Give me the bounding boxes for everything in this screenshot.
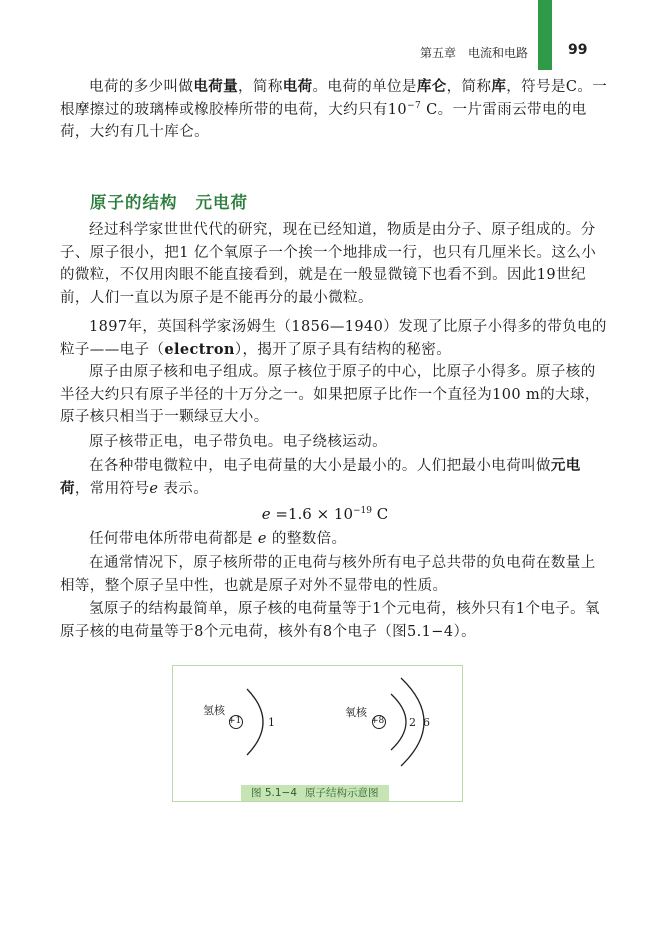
section-title	[90, 189, 248, 213]
text: ，简称	[238, 79, 283, 95]
term-electron: electron	[164, 340, 235, 358]
figure-caption	[241, 785, 389, 801]
text: 在各种带电微粒中，电子电荷量的大小是最小的。人们把最小电荷叫做	[89, 458, 551, 474]
text: ，符号是C。一根摩擦过的玻璃棒或橡胶棒所带的电荷，大约只有10	[60, 79, 608, 118]
oxygen-shell-1	[391, 694, 406, 750]
section-title-part2: 元电荷	[195, 193, 248, 212]
hydrogen-shell-1	[247, 689, 263, 755]
text: ），揭开了原子具有结构的秘密。	[234, 341, 452, 358]
paragraph-nucleus: 原子由原子核和电子组成。原子核位于原子的中心，比原子小得多。原子核的半径大约只有原子半径的十万分之一。如果把原子比作一个直径为100 m的大球，原子核只相当于一颗绿豆大小。	[60, 364, 600, 425]
term-charge: 电荷	[282, 78, 313, 95]
formula-value: =1.6 × 10	[270, 505, 354, 523]
text: ，简称	[446, 79, 492, 95]
text: 1897年，英国科学家汤姆生（1856—1940）发现了比原子小得多的带负电的粒子——电子（	[60, 319, 607, 358]
text: 表示。	[158, 480, 209, 497]
page-header	[420, 43, 620, 63]
oxygen-nucleus-charge: +8	[371, 716, 385, 726]
text: 的整数倍。	[266, 531, 347, 547]
text: ，常用符号	[74, 480, 150, 497]
paragraph-neutral: 在通常情况下，原子核所带的正电荷与核外所有电子总共带的负电荷在数量上相等，整个原子呈中性，也就是原子对外不显带电的性质。	[60, 555, 596, 594]
symbol-e: e	[257, 531, 267, 547]
formula-symbol: e	[261, 505, 271, 523]
paragraph-hydrogen-oxygen: 氢原子的结构最简单，原子核的电荷量等于1个元电荷，核外只有1个电子。氧原子核的电荷量等于8个元电荷，核外有8个电子（图5.1−4）。	[60, 601, 600, 640]
oxygen-shell-1-electrons: 2	[409, 716, 416, 729]
hydrogen-shell-electrons: 1	[268, 716, 275, 729]
paragraph-elementary-charge	[60, 455, 610, 500]
paragraph-integer-multiple	[60, 528, 610, 551]
term-charge-quantity: 电荷量	[193, 78, 239, 95]
oxygen-label: 氧核	[345, 706, 367, 719]
text: 任何带电体所带电荷都是	[89, 531, 258, 547]
formula-exponent: −19	[353, 506, 373, 516]
term-coulomb: 库仑	[416, 78, 447, 95]
formula-elementary-charge	[0, 505, 650, 523]
paragraph-charge-unit	[60, 76, 610, 144]
figure-atomic-structure	[172, 665, 463, 802]
chapter-title: 第五章 电流和电路	[420, 46, 529, 60]
paragraph-thomson	[60, 316, 610, 361]
exponent: −7	[407, 100, 422, 111]
figure-caption-text: 原子结构示意图	[305, 787, 379, 799]
atom-diagram	[173, 666, 462, 801]
term-ku: 库	[491, 78, 507, 95]
symbol-e: e	[149, 480, 159, 497]
figure-number: 图 5.1−4	[251, 787, 298, 799]
paragraph-molecules: 经过科学家世世代代的研究，现在已经知道，物质是由分子、原子组成的。分子、原子很小，把1 亿个氧原子一个挨一个地排成一行，也只有几厘米长。这么小的微粒，不仅用肉眼不能直接看到，就是在一般显微镜下也看不到。因此19世纪前，人们一直以为原子是不能再分的最小微粒。	[60, 222, 597, 306]
oxygen-shell-2-electrons: 6	[423, 716, 430, 729]
text: 电荷的多少叫做	[89, 79, 194, 95]
formula-unit: C	[372, 505, 389, 523]
hydrogen-label: 氢核	[203, 704, 225, 717]
page-number: 99	[568, 42, 588, 58]
text: 。电荷的单位是	[312, 79, 417, 95]
text: C。一片雷雨云带电的电荷，大约有几十库仑。	[60, 101, 587, 140]
section-title-part1: 原子的结构	[90, 193, 178, 212]
term-elementary-charge: 元电荷	[60, 457, 581, 497]
hydrogen-nucleus-charge: +1	[228, 716, 242, 726]
paragraph-charges: 原子核带正电，电子带负电。电子绕核运动。	[89, 434, 387, 450]
